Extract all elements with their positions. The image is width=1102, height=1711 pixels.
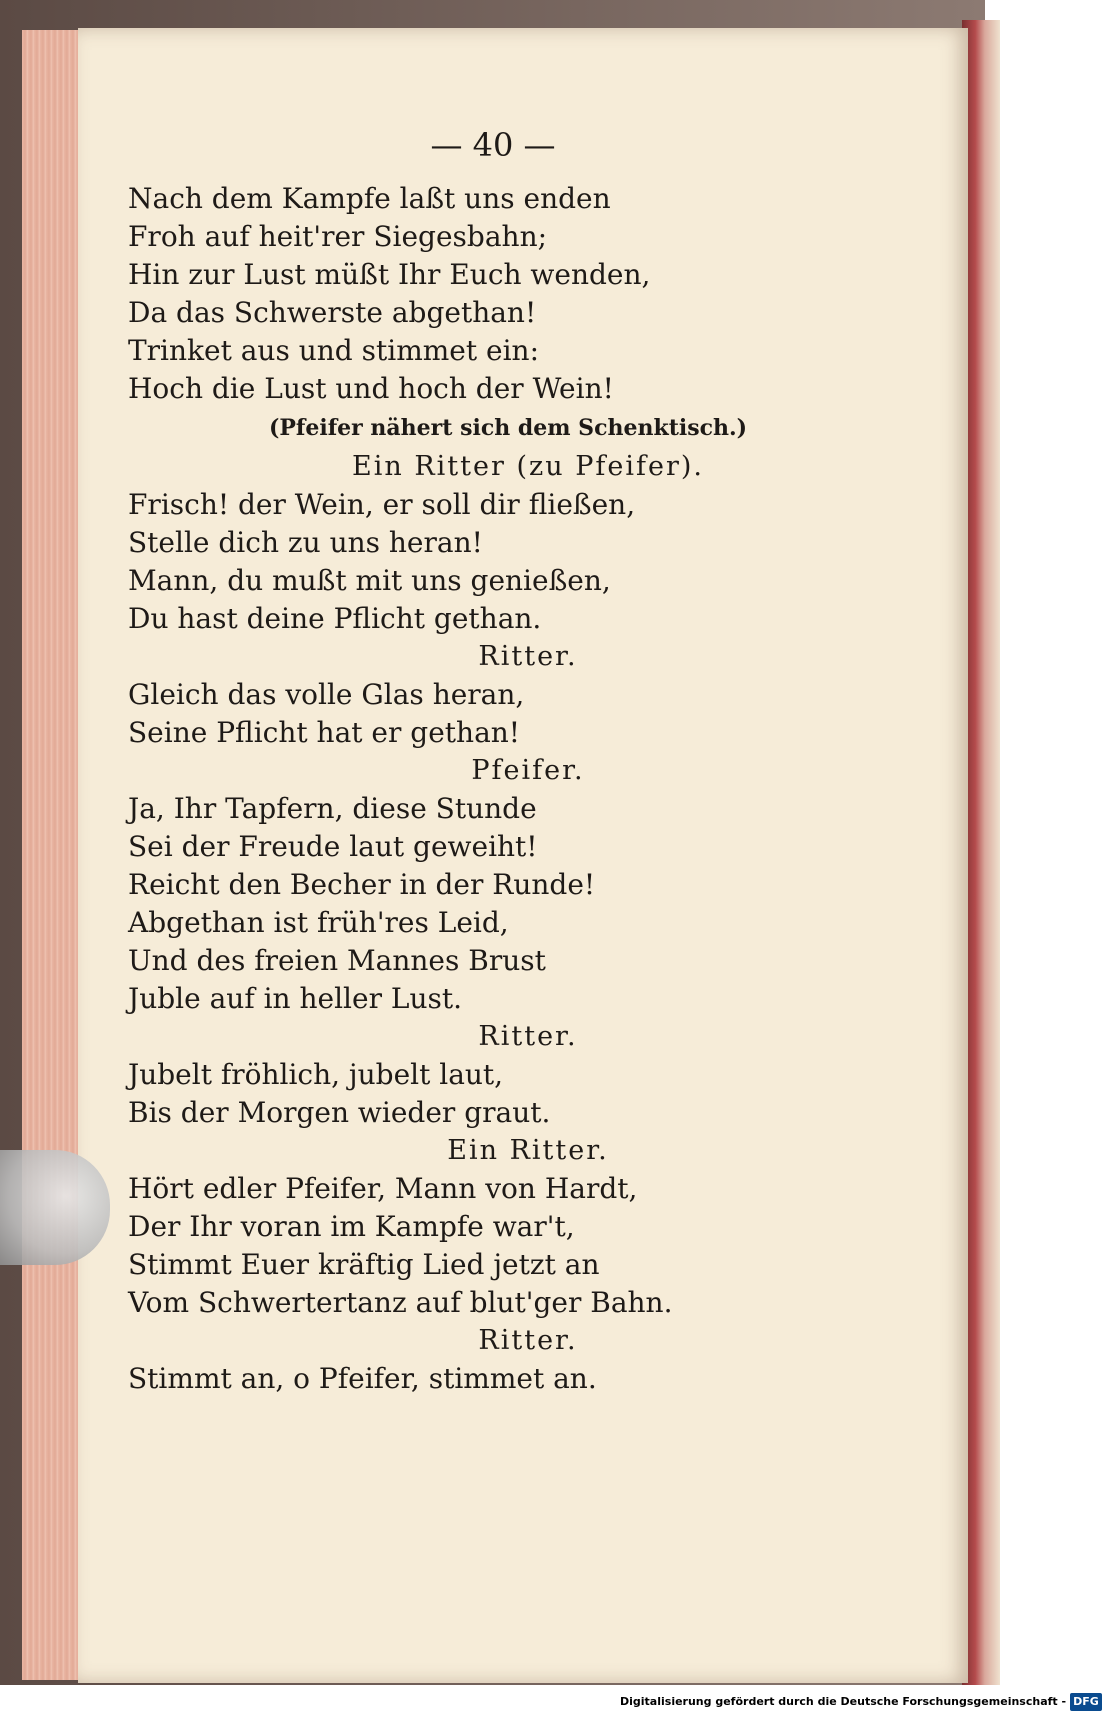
speaker-name: Ein Ritter (zu Pfeifer). [352,451,704,482]
verse-line: Seine Pflicht hat er gethan! [128,716,521,749]
digitization-credit [620,1693,1099,1711]
verse-line: Stimmt an, o Pfeifer, stimmet an. [128,1362,597,1395]
verse-line: Stelle dich zu uns heran! [128,526,483,559]
verse-line: Hört edler Pfeifer, Mann von Hardt, [128,1172,638,1205]
verse-line: Gleich das volle Glas heran, [128,678,525,711]
verse-line: Mann, du mußt mit uns genießen, [128,564,611,597]
verse-line: Da das Schwerste abgethan! [128,296,537,329]
verse-line: Sei der Freude laut geweiht! [128,830,538,863]
verse-line: Ja, Ihr Tapfern, diese Stunde [128,792,537,825]
verse-line: Bis der Morgen wieder graut. [128,1096,551,1129]
text-lines [128,180,928,1398]
page-stack-edge [22,30,82,1680]
credit-text: Digitalisierung gefördert durch die Deutsche Forschungsgemeinschaft - [620,1695,1067,1708]
speaker-name: Ritter. [478,641,578,672]
speaker-name: Pfeifer. [471,755,585,786]
speaker-name: Ritter. [478,1021,578,1052]
page-content [128,120,928,1398]
page-clip-tab [0,1150,110,1265]
verse-line: Juble auf in heller Lust. [128,982,463,1015]
verse-line: Trinket aus und stimmet ein: [128,334,540,367]
speaker-name: Ein Ritter. [447,1135,609,1166]
verse-line: Vom Schwertertanz auf blut'ger Bahn. [128,1286,673,1319]
verse-line: Frisch! der Wein, er soll dir fließen, [128,488,636,521]
verse-line: Abgethan ist früh'res Leid, [128,906,509,939]
verse-line: Hin zur Lust müßt Ihr Euch wenden, [128,258,651,291]
verse-line: Jubelt fröhlich, jubelt laut, [128,1058,504,1091]
stage-direction: (Pfeifer nähert sich dem Schenktisch.) [268,415,748,441]
verse-line: Nach dem Kampfe laßt uns enden [128,182,611,215]
verse-line: Du hast deine Pflicht gethan. [128,602,542,635]
verse-line: Froh auf heit'rer Siegesbahn; [128,220,548,253]
verse-line: Hoch die Lust und hoch der Wein! [128,372,614,405]
verse-line: Reicht den Becher in der Runde! [128,868,596,901]
verse-line: Und des freien Mannes Brust [128,944,546,977]
dfg-logo: DFG [1070,1693,1102,1711]
verse-line: Stimmt Euer kräftig Lied jetzt an [128,1248,600,1281]
speaker-name: Ritter. [478,1325,578,1356]
page-number: — 40 — [430,126,556,164]
verse-line: Der Ihr voran im Kampfe war't, [128,1210,575,1243]
